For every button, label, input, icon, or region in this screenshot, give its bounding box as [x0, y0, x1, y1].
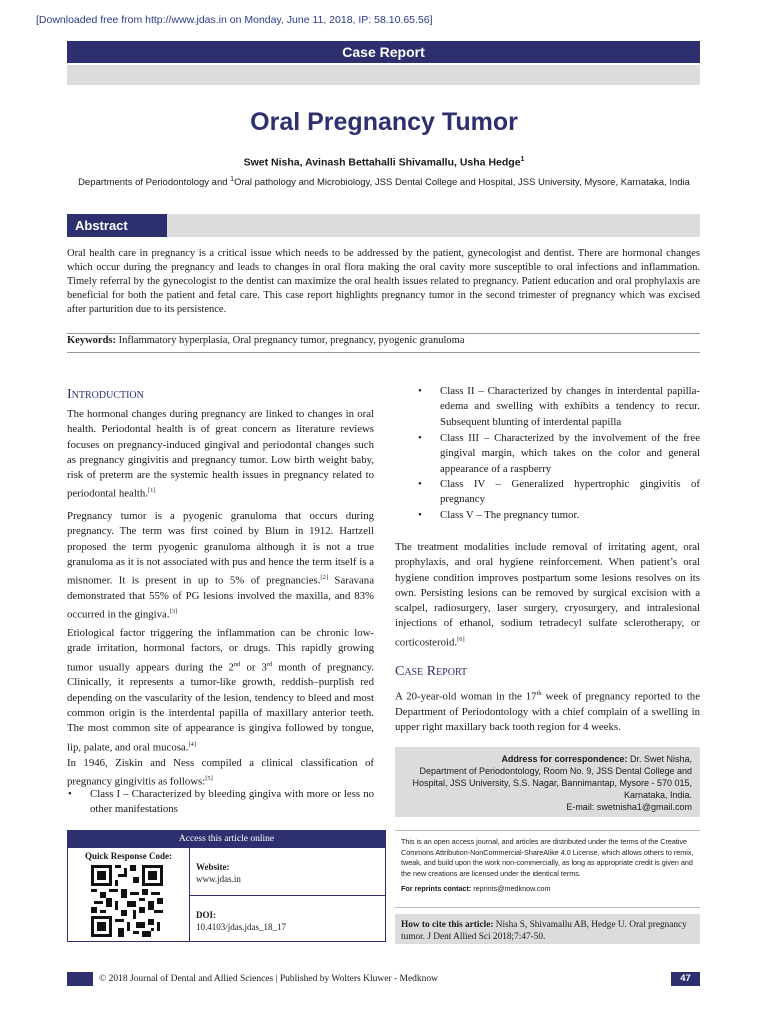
- classification-item: • Class III – Characterized by the involvement of the free gingival margin, which takes on the color and general appearance of a raspberry: [418, 432, 700, 475]
- case-report-heading: Case Report: [395, 664, 468, 679]
- abstract-text: Oral health care in pregnancy is a critical issue which needs to be addressed by the patient, gynecologist and dentist. There are hormonal changes which occur during the pregnancy and leads to changes in oral flora making the oral cavity more susceptible to oral infections and inflammation. Timely referral by the gynecologist to the dentist can maximize the oral health issues related to pregnancy. Patient education and oral prophylaxis are beneficial for both the patient and fetal care. This case report highlights pregnancy tumor in the second trimester of pregnancy which was excised after parturition due to its persistence.: [67, 248, 700, 315]
- affiliation: [0, 176, 768, 188]
- case-paragraph: A 20-year-old woman in the 17th week of pregnancy reported to the Department of Periodontology with a chief complain of a swelling in upper right maxillary back tooth region for 4 weeks.: [395, 690, 700, 734]
- correspondence-line: Karnataka, India.: [623, 790, 692, 800]
- page-number: 47: [680, 973, 691, 984]
- open-access-text: This is an open access journal, and articles are distributed under the terms of the Creative Commons Attribution-NonCommercial-ShareAlike 4.0 License, which allows others to remix, tweak, and build upon the work non-commercially, as long as appropriate credit is given and the new creations are licensed under the identical terms.: [401, 837, 694, 878]
- bullet-icon: •: [418, 509, 422, 521]
- keywords-text: Inflammatory hyperplasia, Oral pregnancy tumor, pregnancy, pyogenic granuloma: [116, 335, 465, 346]
- reprints-email[interactable]: reprints@medknow.com: [471, 884, 551, 893]
- keywords-label: Keywords:: [67, 335, 116, 346]
- qr-label: Quick Response Code:: [84, 851, 172, 861]
- citation-label: How to cite this article:: [401, 920, 494, 930]
- reprints-label: For reprints contact:: [401, 884, 472, 893]
- citation-box: [395, 914, 700, 944]
- correspondence-box: [395, 747, 700, 817]
- qr-code-icon[interactable]: [91, 865, 163, 937]
- correspondence-name: Dr. Swet Nisha,: [627, 754, 692, 764]
- authors: [0, 156, 768, 169]
- article-type-bar: Case Report: [67, 41, 700, 63]
- bullet-icon: •: [418, 478, 422, 490]
- bullet-icon: •: [68, 788, 72, 800]
- doi-label: DOI:: [196, 910, 216, 920]
- ref: [5]: [205, 775, 213, 783]
- doi-link[interactable]: 10.4103/jdas.jdas_18_17: [196, 922, 286, 932]
- correspondence-line: Hospital, JSS University, S.S. Nagar, Bannimantap, Mysore - 570 015,: [412, 778, 692, 788]
- header-divider: [67, 65, 700, 85]
- classification-item: • Class IV – Generalized hypertrophic gingivitis of pregnancy: [418, 478, 700, 506]
- citation-text: Nisha S, Shivamallu AB, Hedge U. Oral pregnancy tumor. J Dent Allied Sci 2018;7:47-50.: [401, 920, 687, 942]
- ref: [2]: [320, 574, 328, 582]
- open-access-notice: [395, 830, 700, 908]
- affiliation-post: Oral pathology and Microbiology, JSS Dental College and Hospital, JSS University, Mysore, Karnataka, India: [234, 177, 690, 189]
- affiliation-sup: 1: [230, 176, 235, 183]
- abstract-heading: Abstract: [67, 214, 167, 237]
- bullet-icon: •: [418, 385, 422, 397]
- website-link[interactable]: www.jdas.in: [196, 874, 241, 884]
- ref: [3]: [169, 608, 178, 616]
- article-title: Oral Pregnancy Tumor: [250, 108, 518, 136]
- download-note: [Downloaded free from http://www.jdas.in on Monday, June 11, 2018, IP: 58.10.65.56]: [36, 14, 433, 26]
- authors-sup: 1: [520, 156, 525, 163]
- correspondence-email[interactable]: E-mail: swetnisha1@gmail.com: [566, 802, 692, 812]
- correspondence-label: Address for correspondence:: [501, 754, 628, 764]
- website-cell: [190, 848, 385, 896]
- bullet-icon: •: [418, 432, 422, 444]
- website-label: Website:: [196, 862, 230, 872]
- doi-cell: [190, 896, 385, 941]
- ref: [6]: [457, 635, 465, 643]
- treatment-paragraph: The treatment modalities include removal of irritating agent, oral prophylaxis, and oral hygiene reinforcement. When patient’s oral hygiene condition improves postpartum some lesions resolves on its own. Persisting lesions can be removed by surgical excision with a scalpel, radiosurgery, laser surgery, cryosurgery, and intralesional injections of ethanol, sodium tetradecyl sulfate sclerotherapy, or corticosteroid.[6]: [395, 541, 700, 649]
- classification-item: • Class V – The pregnancy tumor.: [440, 508, 700, 523]
- reprints-line: [401, 884, 694, 895]
- qr-cell: [68, 848, 190, 941]
- ref: [4]: [188, 740, 197, 748]
- intro-paragraph-1: The hormonal changes during pregnancy are linked to changes in oral health. Periodontal health is of great concern as literature reviews focuses on pregnancy-induced gingival and periodontal changes such as pregnancy gingivitis and pregnancy tumor. Low birth weight baby, risk of preterm are the systemic health issues in pregnancy related to periodontal health.[1]: [67, 408, 374, 501]
- authors-text: Swet Nisha, Avinash Bettahalli Shivamallu, Usha Hedge: [243, 156, 521, 169]
- access-online-box: [67, 830, 386, 942]
- intro-paragraph-4: In 1946, Ziskin and Ness compiled a clinical classification of pregnancy gingivitis as follows:[5]: [67, 757, 374, 788]
- keywords: [67, 334, 700, 348]
- footer-text: © 2018 Journal of Dental and Allied Sciences | Published by Wolters Kluwer - Medknow: [93, 972, 671, 986]
- ref: [1]: [147, 487, 156, 495]
- intro-heading: Introduction: [67, 387, 144, 402]
- affiliation-pre: Departments of Periodontology and: [78, 177, 231, 189]
- access-heading: Access this article online: [68, 831, 385, 848]
- abstract-bar: [167, 214, 700, 237]
- classification-item: • Class I – Characterized by bleeding gingiva with more or less no other manifestations: [68, 788, 374, 816]
- keywords-rule-bottom: [67, 352, 700, 353]
- intro-paragraph-2: Pregnancy tumor is a pyogenic granuloma that occurs during pregnancy. The term was first coined by Blum in 1912. Hartzell proposed the term pyogenic granuloma although it is not a true granuloma as it is not associated with pus and hence the term itself is a misnomer. It is present in up to 5% of pregnancies.[2] Saravana demonstrated that 55% of PG lesions involved the maxilla, and 83% occurred in the gingiva.[3]: [67, 510, 374, 621]
- intro-paragraph-3: Etiological factor triggering the inflammation can be chronic low-grade irritation, hormonal factors, or drugs. This rapidly growing tumor usually appears during the 2nd or 3rd month of pregnancy. Clinically, it represents a tumor-like growth, reddish–purplish red depending on the vascularity of the lesion, tendency to bleed and most common origin is the interdental papilla of maxillary anterior teeth. The most common site of appearance is gingiva followed by tongue, lip, palate, and oral mucosa.[4]: [67, 627, 374, 754]
- classification-item: • Class II – Characterized by changes in interdental papilla-edema and swelling with exhibits a tendency to recur. Subsequent blunting of interdental papilla: [418, 385, 700, 428]
- correspondence-line: Department of Periodontology, Room No. 9, JSS Dental College and: [419, 766, 692, 776]
